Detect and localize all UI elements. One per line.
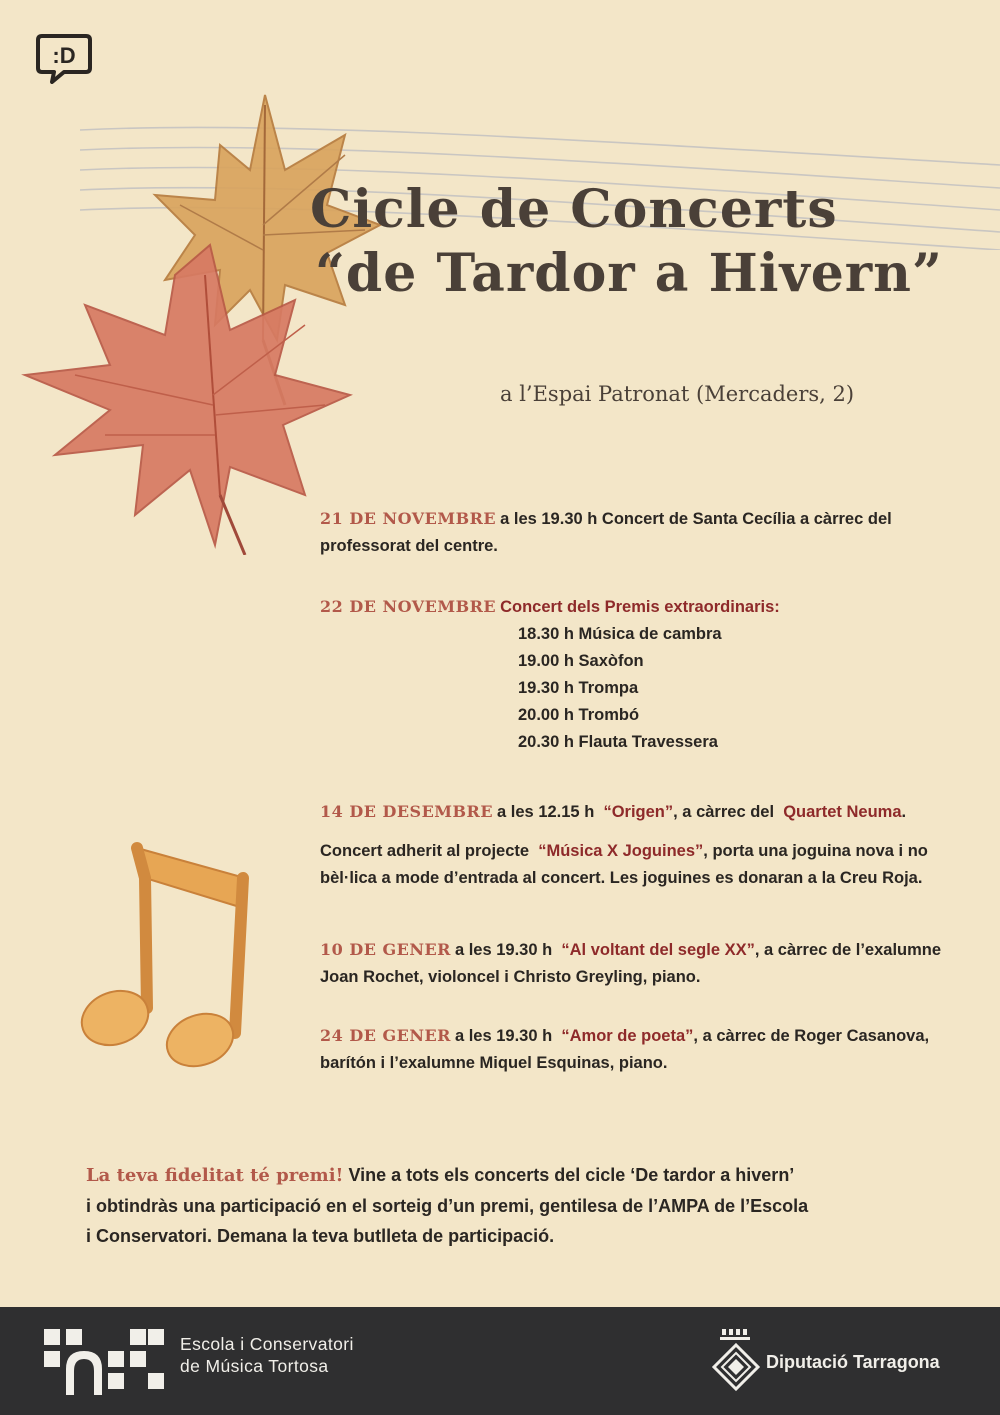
reward-line-3: i Conservatori. Demana la teva butlleta de participació.	[86, 1226, 555, 1246]
project-note: Concert adherit al projecte	[320, 842, 530, 860]
event-date: 10 DE GENER	[320, 940, 451, 959]
poster-title	[310, 178, 990, 306]
program-item: 20.30 h Flauta Travessera	[518, 733, 718, 751]
event-text: , a càrrec del	[673, 803, 775, 821]
event-heading: Concert dels Premis extraordinaris:	[500, 598, 780, 616]
diputacio-name: Diputació Tarragona	[766, 1352, 940, 1372]
event-text-end: .	[901, 803, 907, 821]
event-time: a les 19.30 h	[454, 1027, 553, 1045]
event-21-novembre	[320, 505, 980, 560]
reward-section	[86, 1160, 946, 1251]
event-date: 14 DE DESEMBRE	[320, 802, 494, 821]
program-item: 19.30 h Trompa	[518, 679, 639, 697]
event-22-novembre	[320, 593, 980, 756]
event-time: a les 19.30 h	[454, 941, 553, 959]
event-date: 22 DE NOVEMBRE	[320, 597, 497, 616]
event-text-line-2: Joan Rochet, violoncel i Christo Greyling, piano.	[320, 968, 701, 986]
event-time: a les 12.15 h	[497, 803, 595, 821]
title-line-1: Cicle de Concerts	[310, 179, 838, 240]
reward-line-1: Vine a tots els concerts del cicle ‘De tardor a hivern’	[348, 1165, 795, 1185]
brand-logo-text: :D	[52, 43, 76, 68]
maple-leaves-illustration	[15, 75, 385, 555]
red-maple-leaf	[25, 245, 350, 555]
program-item: 20.00 h Trombó	[518, 706, 640, 724]
project-name: “Música X Joguines”	[538, 842, 704, 860]
event-text: , a càrrec de l’exalumne	[754, 941, 942, 959]
concert-title: “Amor de poeta”	[561, 1027, 694, 1045]
event-date: 21 DE NOVEMBRE	[320, 509, 497, 528]
event-14-desembre	[320, 798, 980, 892]
project-note-line-2: bèl·lica a mode d’entrada al concert. Les joguines es donaran a la Creu Roja.	[320, 869, 923, 887]
program-item: 19.00 h Saxòfon	[518, 652, 644, 670]
event-text: , a càrrec de Roger Casanova,	[693, 1027, 930, 1045]
footer	[0, 1307, 1000, 1415]
program-item: 18.30 h Música de cambra	[518, 625, 722, 643]
concert-title: “Origen”	[603, 803, 674, 821]
reward-line-2: i obtindràs una participació en el sorteig d’un premi, gentilesa de l’AMPA de l’Escola	[86, 1196, 809, 1216]
project-note-cont: , porta una joguina nova i no	[703, 842, 928, 860]
music-note-illustration	[75, 838, 255, 1068]
venue: a l’Espai Patronat (Mercaders, 2)	[500, 382, 855, 406]
event-text-line-2: professorat del centre.	[320, 537, 498, 555]
concert-title: “Al voltant del segle XX”	[561, 941, 755, 959]
event-10-gener	[320, 936, 980, 991]
title-line-2: “de Tardor a Hivern”	[315, 243, 943, 304]
diputacio-crown-diamond-logo	[712, 1325, 760, 1395]
performer: Quartet Neuma	[783, 803, 902, 821]
escola-name-line-1: Escola i Conservatori	[180, 1334, 354, 1354]
event-24-gener	[320, 1022, 980, 1077]
escola-name-line-2: de Música Tortosa	[180, 1356, 329, 1376]
event-text-line-2: barítón i l’exalumne Miquel Esquinas, piano.	[320, 1054, 668, 1072]
escola-name	[180, 1333, 354, 1377]
event-date: 24 DE GENER	[320, 1026, 451, 1045]
escola-logo	[44, 1329, 164, 1395]
reward-lead: La teva fidelitat té premi!	[86, 1165, 344, 1186]
event-text: a les 19.30 h Concert de Santa Cecília a càrrec del	[500, 510, 892, 528]
